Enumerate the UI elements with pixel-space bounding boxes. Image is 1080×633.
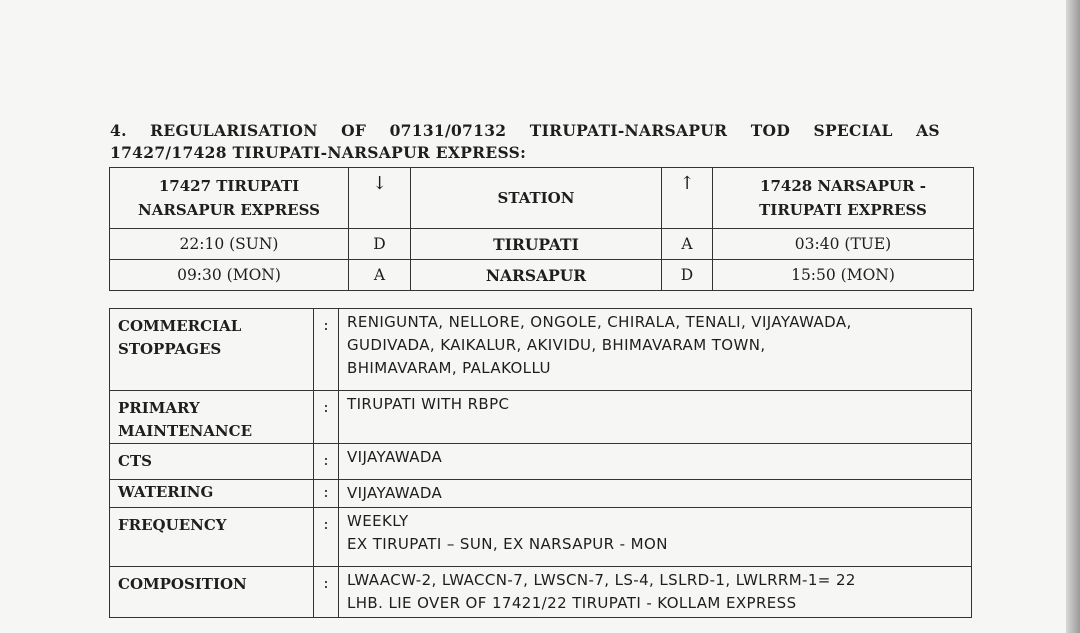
timetable-row <box>110 260 974 291</box>
heading-word: 07131/07132 <box>389 121 507 140</box>
timetable-row <box>110 229 974 260</box>
down-code: D <box>349 229 411 260</box>
down-time: 09:30 (MON) <box>110 260 349 291</box>
details-row-cts <box>110 444 972 480</box>
value-line: BHIMAVARAM, PALAKOLLU <box>347 359 551 377</box>
row-value <box>339 444 972 480</box>
header-up-train <box>713 168 974 229</box>
station-name: TIRUPATI <box>411 229 662 260</box>
heading-word: OF <box>341 121 367 140</box>
details-row-stoppages <box>110 309 972 391</box>
colon: : <box>314 508 339 567</box>
value-line: WEEKLY <box>347 512 409 530</box>
header-station: STATION <box>411 168 662 229</box>
row-label <box>110 508 314 567</box>
section-heading <box>110 120 940 164</box>
up-time: 03:40 (TUE) <box>713 229 974 260</box>
row-label-line2: MAINTENANCE <box>118 422 252 440</box>
details-row-watering <box>110 480 972 508</box>
row-label <box>110 309 314 391</box>
details-table <box>109 308 972 618</box>
timetable <box>109 167 974 291</box>
value-line: LWAACW-2, LWACCN-7, LWSCN-7, LS-4, LSLRD-1, LWLRRM-1= 22 <box>347 571 856 589</box>
row-label <box>110 444 314 480</box>
row-label-line1: PRIMARY <box>118 399 200 417</box>
colon: : <box>314 567 339 618</box>
row-label-line2: STOPPAGES <box>118 340 222 358</box>
page-edge-shadow <box>1066 0 1080 633</box>
heading-word: AS <box>916 121 940 140</box>
heading-line-2: 17427/17428 TIRUPATI-NARSAPUR EXPRESS: <box>110 143 527 162</box>
up-arrow-icon: ↑ <box>662 168 713 229</box>
header-down-train-line1: 17427 TIRUPATI <box>158 177 300 195</box>
row-label <box>110 567 314 618</box>
header-down-train-line2: NARSAPUR EXPRESS <box>138 201 320 219</box>
details-row-frequency <box>110 508 972 567</box>
value-line: VIJAYAWADA <box>347 448 443 466</box>
up-code: D <box>662 260 713 291</box>
details-row-maintenance <box>110 391 972 444</box>
heading-word: REGULARISATION <box>150 121 318 140</box>
down-code: A <box>349 260 411 291</box>
colon: : <box>314 391 339 444</box>
header-down-train <box>110 168 349 229</box>
timetable-header-row <box>110 168 974 229</box>
heading-word: 4. <box>110 121 127 140</box>
row-value <box>339 480 972 508</box>
row-label-line1: CTS <box>118 452 152 470</box>
colon: : <box>314 444 339 480</box>
heading-word: SPECIAL <box>813 121 893 140</box>
header-up-train-line1: 17428 NARSAPUR - <box>760 177 926 195</box>
up-code: A <box>662 229 713 260</box>
heading-word: TOD <box>750 121 791 140</box>
row-label-line1: COMPOSITION <box>118 575 247 593</box>
value-line: RENIGUNTA, NELLORE, ONGOLE, CHIRALA, TENALI, VIJAYAWADA, <box>347 313 852 331</box>
value-line: TIRUPATI WITH RBPC <box>347 395 510 413</box>
row-value <box>339 391 972 444</box>
row-value <box>339 508 972 567</box>
header-up-train-line2: TIRUPATI EXPRESS <box>759 201 927 219</box>
row-label-line1: WATERING <box>118 483 214 501</box>
value-line: LHB. LIE OVER OF 17421/22 TIRUPATI - KOLLAM EXPRESS <box>347 594 797 612</box>
value-line: VIJAYAWADA <box>347 484 443 502</box>
colon: : <box>314 480 339 508</box>
row-label <box>110 391 314 444</box>
row-value <box>339 309 972 391</box>
row-label <box>110 480 314 508</box>
station-name: NARSAPUR <box>411 260 662 291</box>
down-arrow-icon: ↓ <box>349 168 411 229</box>
heading-line-1 <box>110 120 940 142</box>
row-label-line1: FREQUENCY <box>118 516 227 534</box>
row-value <box>339 567 972 618</box>
up-time: 15:50 (MON) <box>713 260 974 291</box>
row-label-line1: COMMERCIAL <box>118 317 242 335</box>
down-time: 22:10 (SUN) <box>110 229 349 260</box>
heading-word: TIRUPATI-NARSAPUR <box>529 121 728 140</box>
value-line: EX TIRUPATI – SUN, EX NARSAPUR - MON <box>347 535 668 553</box>
value-line: GUDIVADA, KAIKALUR, AKIVIDU, BHIMAVARAM TOWN, <box>347 336 766 354</box>
details-row-composition <box>110 567 972 618</box>
colon: : <box>314 309 339 391</box>
